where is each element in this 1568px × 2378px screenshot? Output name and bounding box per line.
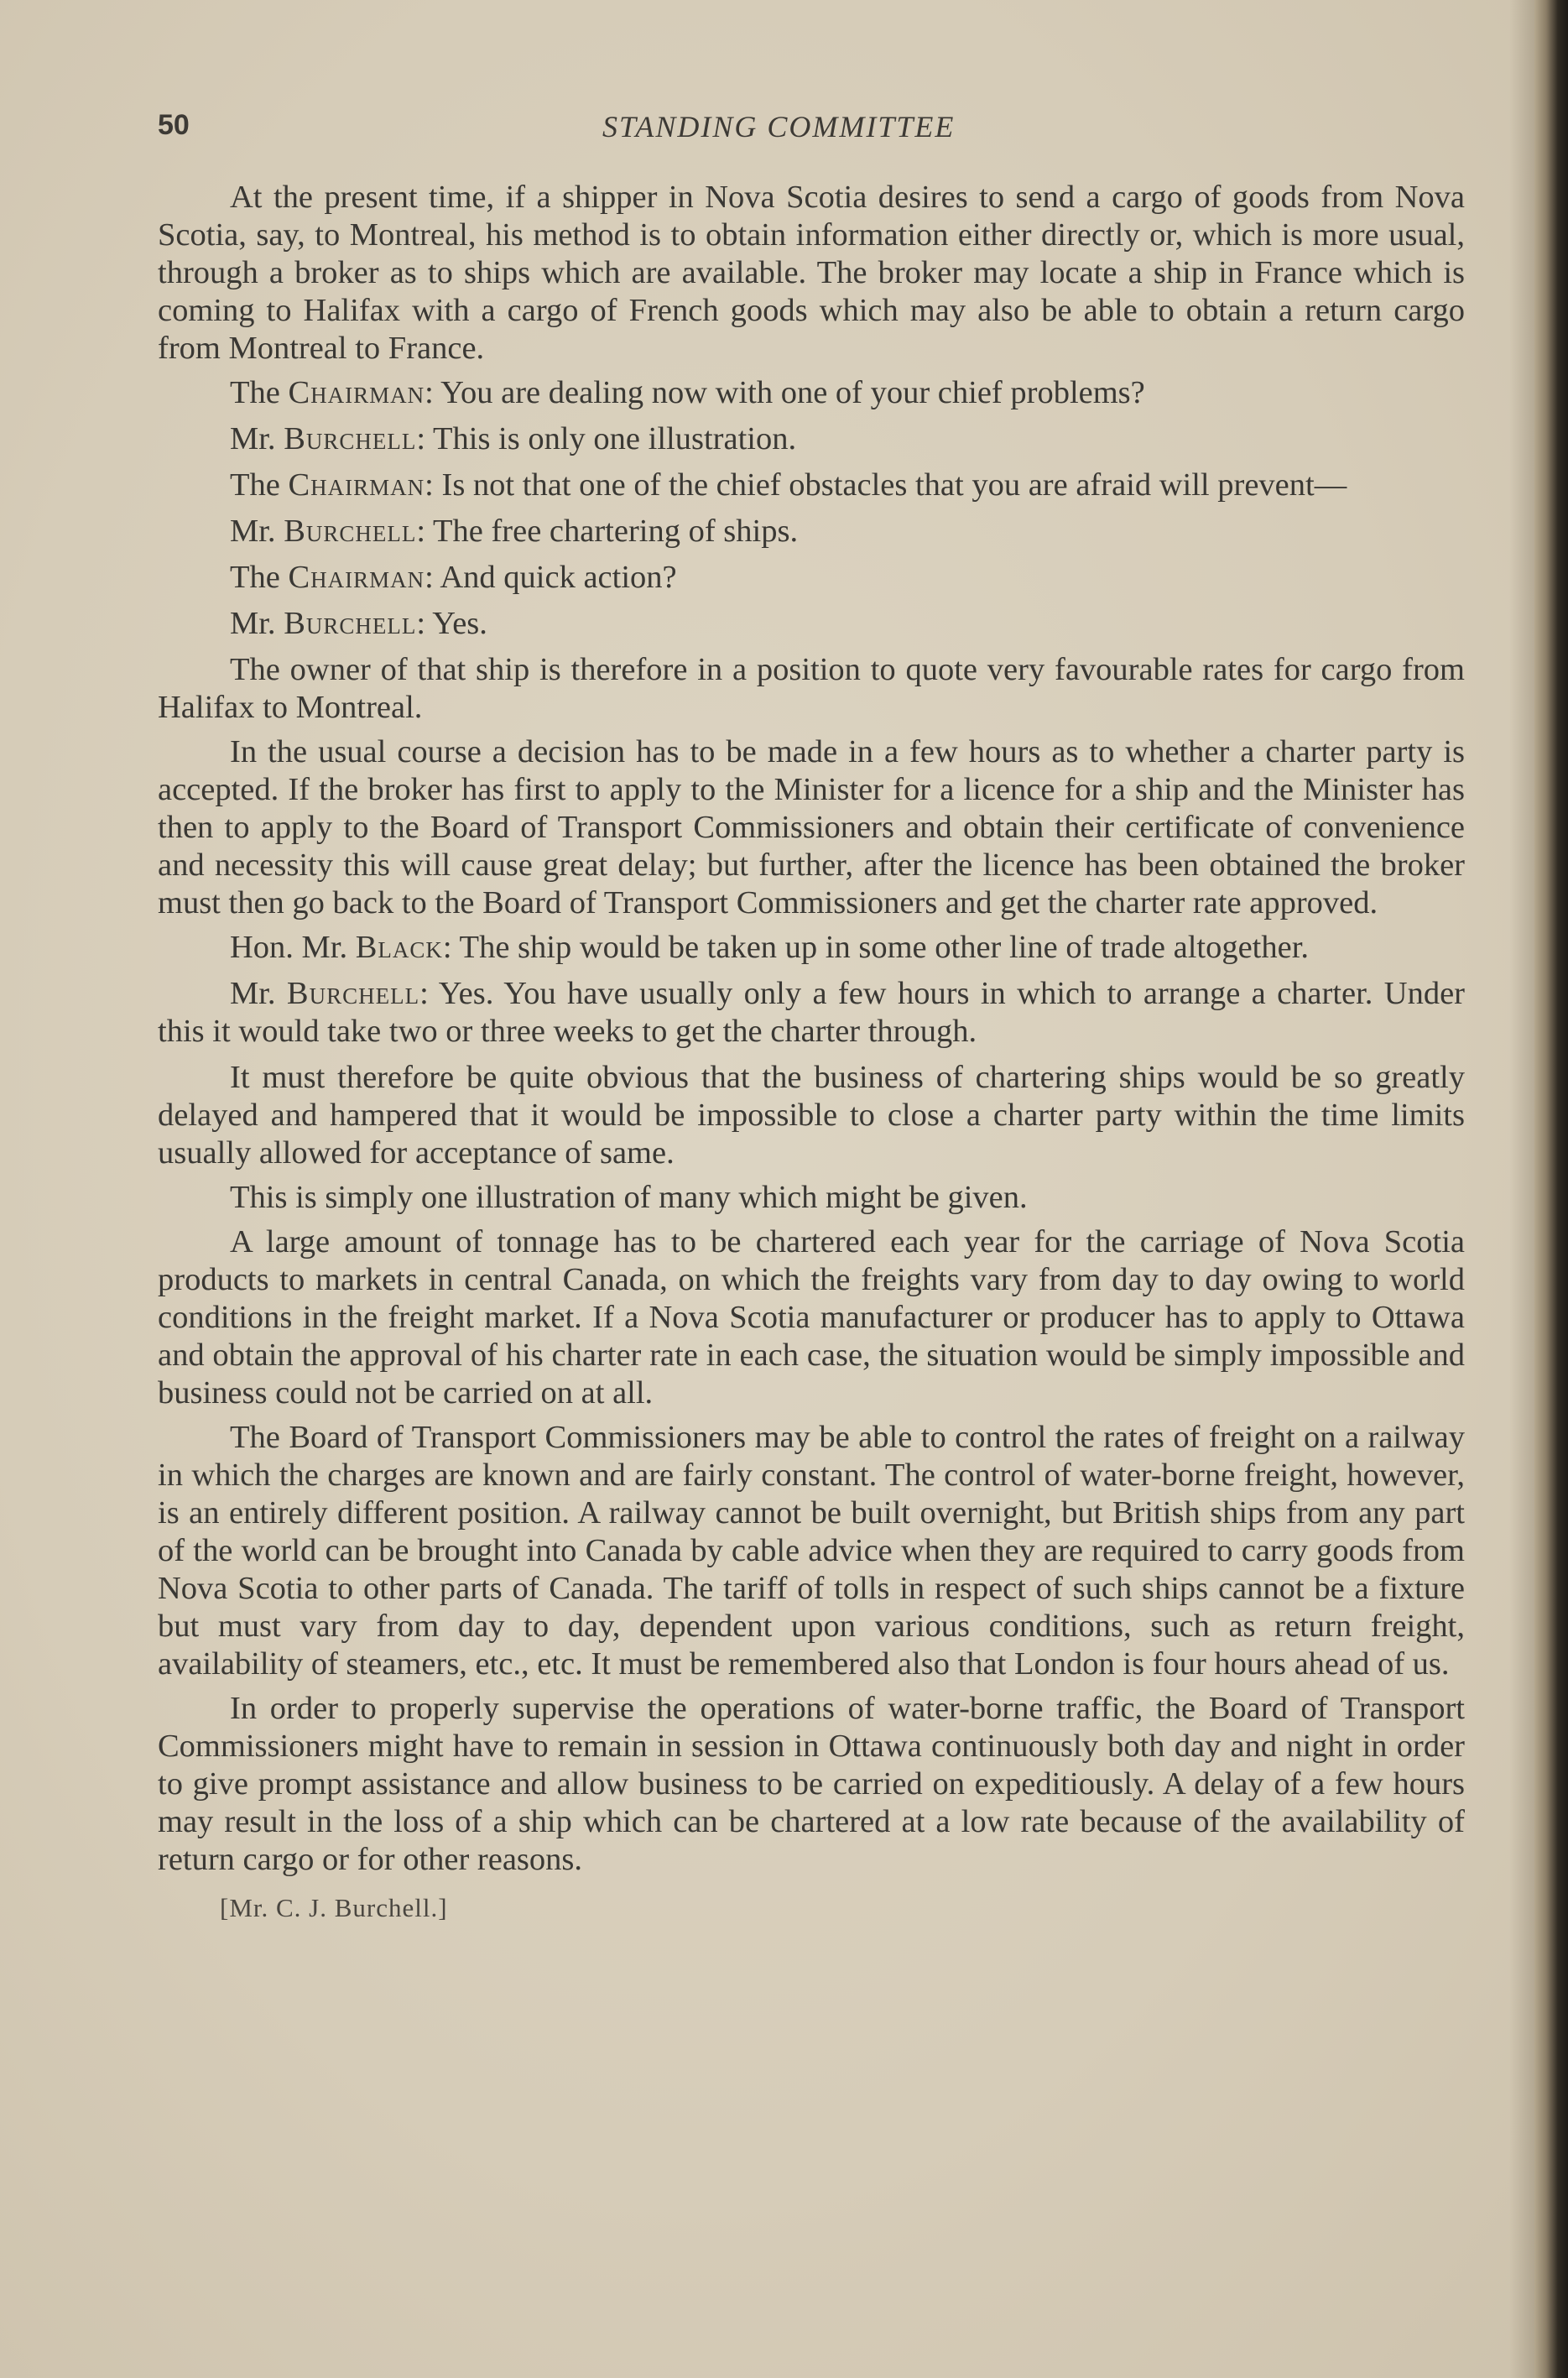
speaker-prefix: Mr.	[230, 976, 287, 1011]
speaker-prefix: The	[230, 560, 289, 595]
speaker-name: Black	[355, 930, 443, 965]
page-edge-shadow	[1509, 0, 1534, 2378]
speech-text: : Yes. You have usually only a few hours in which to arrange a charter. Under this it would take two or three weeks to get the charter through.	[158, 976, 1465, 1049]
page-header	[158, 109, 1466, 151]
paragraph: It must therefore be quite obvious that the business of chartering ships would be so greatly delayed and hampered that it would be impossible to close a charter party within the time limits usually allowed for acceptance of same.	[158, 1060, 1465, 1171]
speaker-name: Burchell	[284, 606, 417, 641]
speech-text: : Yes.	[416, 606, 487, 641]
speech-black	[158, 929, 1465, 967]
speaker-name: Chairman	[288, 560, 425, 595]
speech-text: : This is only one illustration.	[416, 421, 797, 456]
speaker-name: Burchell	[284, 514, 417, 549]
speech-text: : The ship would be taken up in some other line of trade altogether.	[442, 930, 1310, 965]
paragraph: The owner of that ship is therefore in a position to quote very favourable rates for cargo from Halifax to Montreal.	[158, 652, 1465, 725]
document-body	[158, 179, 1465, 1927]
speech-text: : The free chartering of ships.	[416, 514, 799, 549]
speech-text: : You are dealing now with one of your chief problems?	[425, 375, 1145, 410]
speech-text: : And quick action?	[425, 560, 677, 595]
page-binding-edge	[1534, 0, 1568, 2378]
speech-burchell	[158, 513, 1465, 550]
speaker-name: Chairman	[288, 467, 425, 503]
speaker-attribution-note: [Mr. C. J. Burchell.]	[220, 1893, 448, 1922]
speaker-name: Burchell	[284, 421, 417, 456]
speech-burchell	[158, 975, 1465, 1051]
paragraph: In the usual course a decision has to be made in a few hours as to whether a charter party is accepted. If the broker has first to apply to the Minister for a licence for a ship and the Minister has then to apply to the Board of Transport Commissioners and obtain their certificate of convenience and necessity this will cause great delay; but further, after the licence has been obtained the broker must then go back to the Board of Transport Commissioners and get the charter rate approved.	[158, 734, 1465, 920]
speaker-prefix: The	[230, 375, 289, 410]
speech-chairman	[158, 467, 1465, 504]
paragraph: At the present time, if a shipper in Nova Scotia desires to send a cargo of goods from Nova Scotia, say, to Montreal, his method is to obtain information either directly or, which is more usual, through a broker as to ships which are available. The broker may locate a ship in France which is coming to Halifax with a cargo of French goods which may also be able to obtain a return cargo from Montreal to France.	[158, 180, 1465, 366]
page-number: 50	[158, 109, 190, 141]
paragraph: In order to properly supervise the operations of water-borne traffic, the Board of Transport Commissioners might have to remain in session in Ottawa continuously both day and night in order to give prompt assistance and allow business to be carried on expeditiously. A delay of a few hours may result in the loss of a ship which can be chartered at a low rate because of the availability of return cargo or for other reasons.	[158, 1691, 1465, 1877]
speaker-prefix: Hon. Mr.	[230, 930, 356, 965]
paragraph: The Board of Transport Commissioners may be able to control the rates of freight on a railway in which the charges are known and are fairly constant. The control of water-borne freight, however, is an entirely different position. A railway cannot be built overnight, but British ships from any part of the world can be brought into Canada by cable advice when they are required to carry goods from Nova Scotia to other parts of Canada. The tariff of tolls in respect of such ships cannot be a fixture but must vary from day to day, dependent upon various conditions, such as return freight, availability of steamers, etc., etc. It must be remembered also that London is four hours ahead of us.	[158, 1420, 1465, 1682]
speaker-prefix: Mr.	[230, 606, 284, 641]
running-head: STANDING COMMITTEE	[602, 110, 956, 143]
speech-text: : Is not that one of the chief obstacles that you are afraid will prevent—	[425, 467, 1347, 503]
paragraph: This is simply one illustration of many which might be given.	[230, 1180, 1028, 1215]
speaker-prefix: Mr.	[230, 514, 284, 549]
speech-burchell	[158, 420, 1465, 458]
speech-chairman	[158, 559, 1465, 597]
speech-chairman	[158, 374, 1465, 412]
speaker-prefix: Mr.	[230, 421, 284, 456]
speaker-prefix: The	[230, 467, 289, 503]
speaker-name: Chairman	[288, 375, 425, 410]
paragraph: A large amount of tonnage has to be chartered each year for the carriage of Nova Scotia products to markets in central Canada, on which the freights vary from day to day owing to world conditions in the freight market. If a Nova Scotia manufacturer or producer has to apply to Ottawa and obtain the approval of his charter rate in each case, the situation would be simply impossible and business could not be carried on at all.	[158, 1224, 1465, 1411]
speech-burchell	[158, 605, 1465, 643]
speaker-name: Burchell	[286, 976, 420, 1011]
